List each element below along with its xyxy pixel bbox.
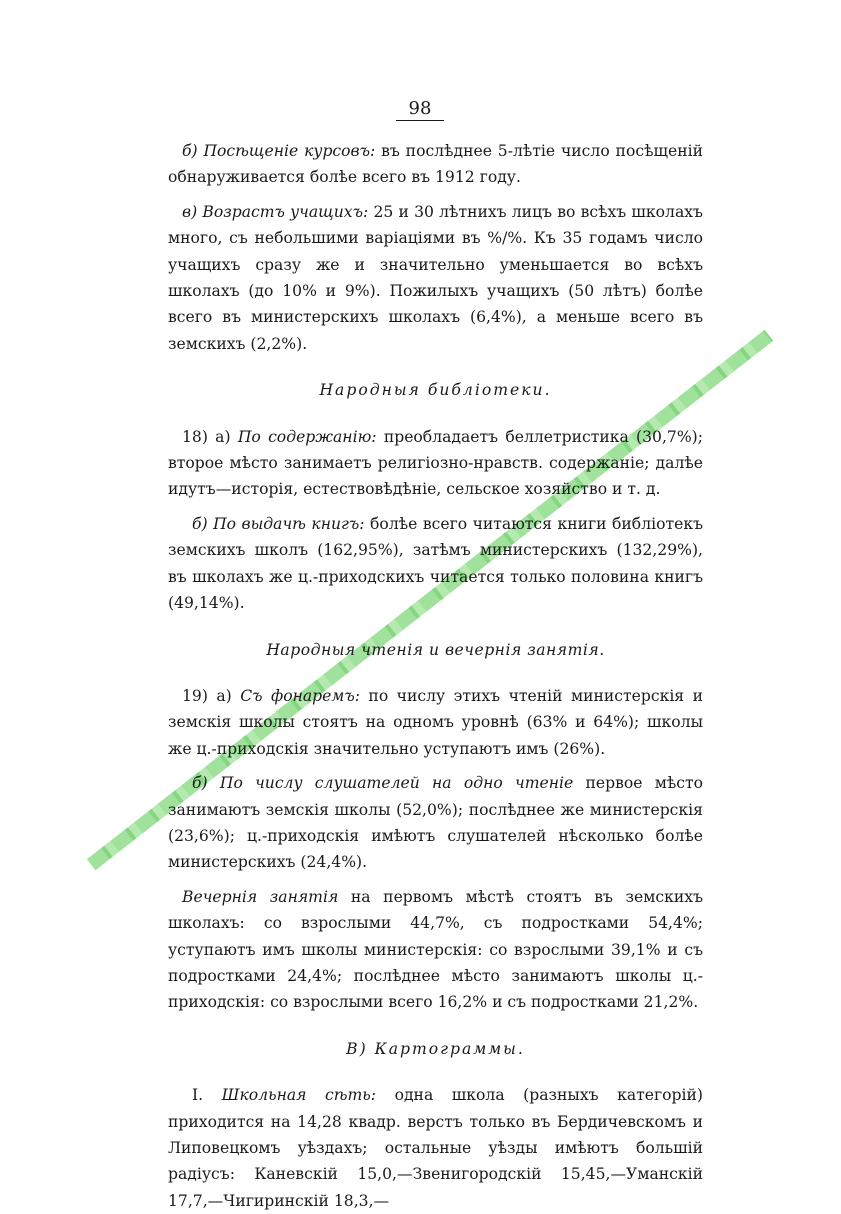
paragraph-lead: Съ фонаремъ: xyxy=(240,686,360,705)
paragraph-lead: в) Возрастъ учащихъ: xyxy=(182,202,369,221)
section-heading-libraries: Народныя библіотеки. xyxy=(319,381,552,400)
body-text xyxy=(168,138,703,1214)
paragraph-prefix: 18) а) xyxy=(182,427,238,446)
paragraph-prefix: 19) а) xyxy=(182,686,241,705)
paragraph-evening-classes xyxy=(168,884,703,1016)
paragraph-lead: По содержанію: xyxy=(237,427,377,446)
paragraph-listeners xyxy=(168,770,703,876)
paragraph-school-network xyxy=(168,1082,703,1214)
page-number: 98 xyxy=(408,98,432,119)
paragraph-text: болѣе всего читаются книги библіотекъ земскихъ школъ (162,95%), затѣмъ министерскихъ (132,29%), въ школахъ же ц.-приходскихъ читается только половина книгъ (49,14%). xyxy=(168,514,704,613)
paragraph-text: преобладаетъ беллетристика (30,7%); второе мѣсто занимаетъ религіозно-нравств. содержаніе; далѣе идутъ—исторія, естествовѣдѣніе, сельское хозяйство и т. д. xyxy=(168,427,703,499)
paragraph-lantern xyxy=(168,683,703,762)
paragraph-text: по числу этихъ чтеній министерскія и земскія школы стоятъ на одномъ уровнѣ (63% и 64%); школы же ц.-приходскія значительно уступаютъ имъ (26%). xyxy=(168,686,703,758)
paragraph-teacher-age xyxy=(168,199,703,357)
section-heading-readings: Народныя чтенія и вечернія занятія. xyxy=(266,640,605,659)
paragraph-prefix: I. xyxy=(192,1086,222,1105)
paragraph-lead: б) По выдачѣ книгъ: xyxy=(192,514,365,533)
paragraph-lead: б) По числу слушателей на одно чтеніе xyxy=(192,774,574,793)
paragraph-lead: Школьная сѣть: xyxy=(221,1086,377,1105)
paragraph-text: въ послѣднее 5-лѣтіе число посѣщеній обнаруживается болѣе всего въ 1912 году. xyxy=(168,142,703,187)
paragraph-text: первое мѣсто занимаютъ земскія школы (52,0%); послѣднее же министерскія (23,6%); ц.-приходскія имѣютъ слушателей нѣсколько болѣе министерскихъ (24,4%). xyxy=(168,774,703,872)
paragraph-text: 25 и 30 лѣтнихъ лицъ во всѣхъ школахъ много, съ небольшими варіаціями въ %/%. Къ 35 годамъ число учащихъ сразу же и значительно уменьшается во всѣхъ школахъ (до 10% и 9%). Пожилыхъ учащихъ (50 лѣтъ) болѣе всего въ министерскихъ школахъ (6,4%), а меньше всего въ земскихъ (2,2%). xyxy=(168,202,703,353)
paragraph-lead: Вечернія занятія xyxy=(182,887,339,906)
paragraph-book-issue xyxy=(168,511,703,617)
paragraph-lead: б) Посѣщеніе курсовъ: xyxy=(182,142,376,160)
page-number-rule xyxy=(396,120,444,121)
paragraph-library-content xyxy=(168,424,703,503)
paragraph-course-attendance xyxy=(168,138,703,191)
section-heading-cartograms: В) Картограммы. xyxy=(346,1039,525,1058)
paragraph-text: одна школа (разныхъ категорій) приходится на 14,28 квадр. верстъ только въ Бердичевскомъ и Липовецкомъ уѣздахъ; остальные уѣзды имѣютъ большій радіусъ: Каневскій 15,0,—Звенигородскій 15,45,—Уманскій 17,7,—Чигиринскій 18,3,— xyxy=(168,1086,703,1210)
paragraph-text: на первомъ мѣстѣ стоятъ въ земскихъ школахъ: со взрослыми 44,7%, съ подростками 54,4%; уступаютъ имъ школы министерскія: со взрослыми 39,1% и съ подростками 24,4%; послѣднее мѣсто занимаютъ школы ц.-приходскія: со взрослыми всего 16,2% и съ подростками 21,2%. xyxy=(168,887,703,1012)
